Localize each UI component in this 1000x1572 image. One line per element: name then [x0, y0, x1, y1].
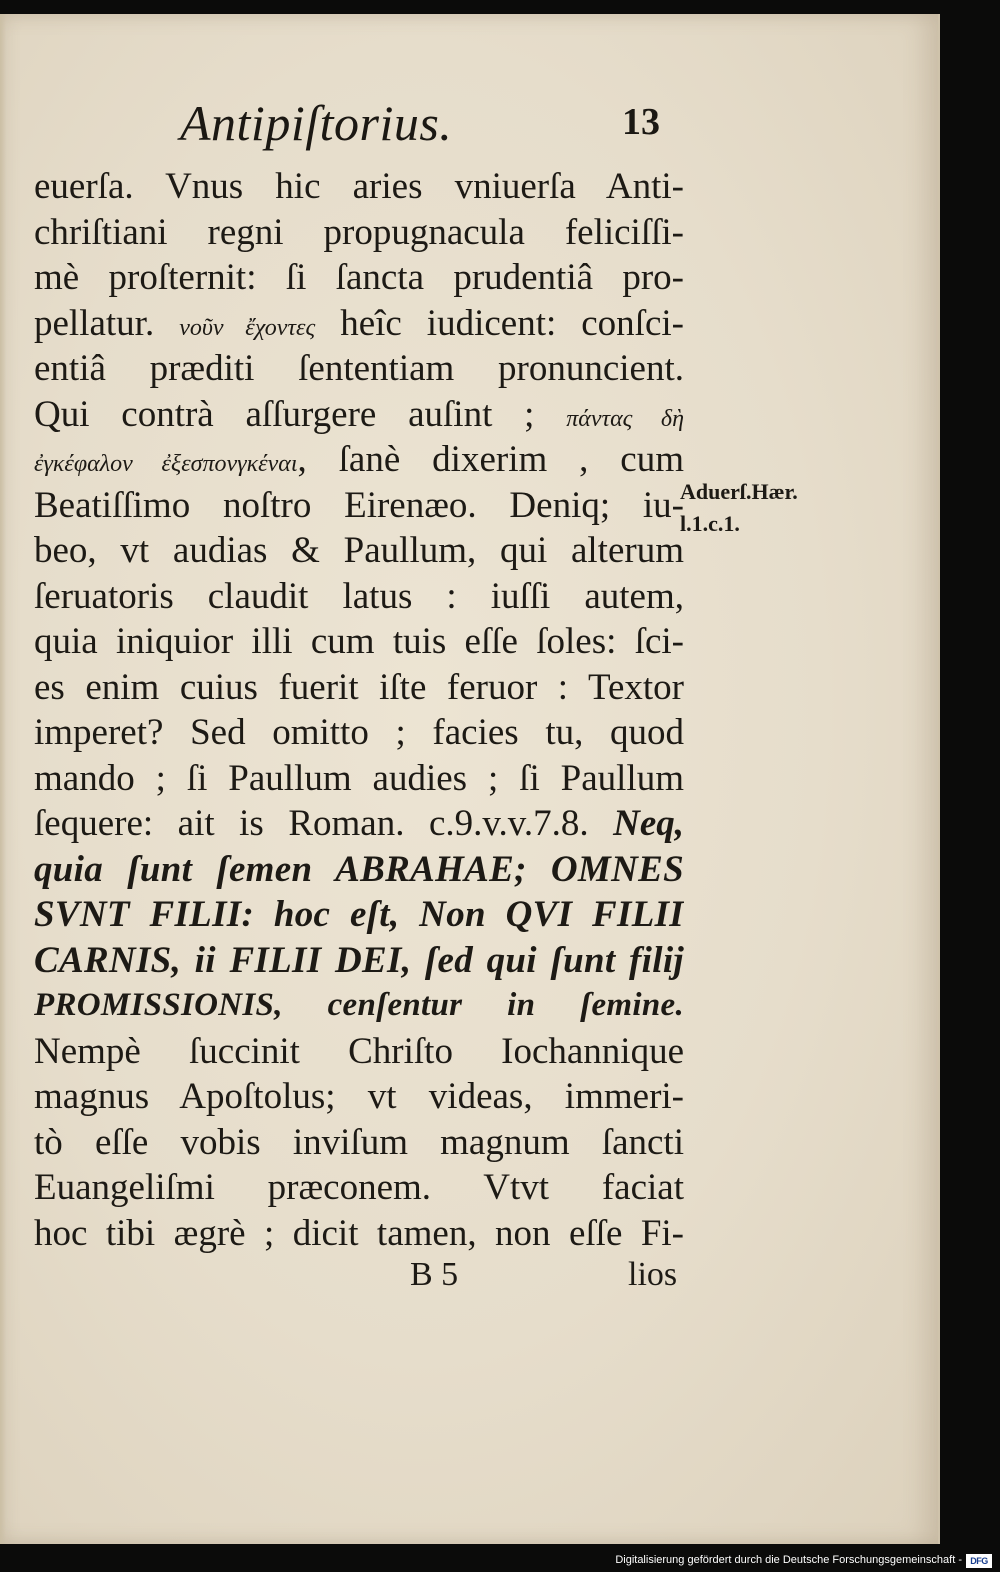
- catchword: lios: [628, 1256, 678, 1293]
- text-line: euerſa. Vnus hic aries vniuerſa Anti-: [34, 166, 684, 207]
- text-line-italic: quia ſunt ſemen ABRAHAE; OMNES: [34, 848, 684, 890]
- marginal-note-line: Aduerſ.Hær.: [680, 479, 798, 504]
- text-line: beo, vt audias & Paullum, qui alterum: [34, 530, 684, 571]
- body-text: [34, 164, 684, 1256]
- page-header: [180, 94, 670, 158]
- text-line: pellatur. νοῦν ἔχοντες heîc iudicent: conſci-: [34, 302, 684, 344]
- text-line: Beatiſſimo noſtro Eirenæo. Deniq; iu-: [34, 484, 684, 526]
- text-line: ἐγκέφαλον ἐξεσπονγκέναι, ſanè dixerim , cum: [34, 439, 684, 480]
- text-line: ſequere: ait is Roman. c.9.v.v.7.8. Neq,: [34, 803, 684, 844]
- greek-phrase: πάντας δὴ: [566, 405, 684, 432]
- text-line: chriſtiani regni propugnacula feliciſſi-: [34, 211, 684, 253]
- greek-phrase: ἐγκέφαλον ἐξεσπονγκέναι: [34, 451, 298, 477]
- text-line: magnus Apoſtolus; vt videas, immeri-: [34, 1076, 684, 1117]
- text-line-italic: SVNT FILII: hoc eſt, Non QVI FILII: [34, 894, 684, 935]
- text-line: ſeruatoris claudit latus : iuſſi autem,: [34, 575, 684, 617]
- marginal-note-line: l.1.c.1.: [680, 511, 740, 536]
- text-line: Euangeliſmi præconem. Vtvt faciat: [34, 1167, 684, 1208]
- text-line-italic: PROMISSIONIS, cenſentur in ſemine.: [34, 987, 684, 1023]
- text-line: es enim cuius fuerit iſte feruor : Textor: [34, 666, 684, 708]
- page-footer: [400, 1256, 700, 1302]
- page-number: 13: [622, 101, 660, 143]
- marginal-note: [680, 476, 850, 540]
- text-line: mè proſternit: ſi ſancta prudentiâ pro-: [34, 257, 684, 298]
- text-line: entiâ præditi ſententiam pronuncient.: [34, 348, 684, 389]
- text-line: quia iniquior illi cum tuis eſſe ſoles: ſci-: [34, 621, 684, 662]
- text-line: hoc tibi ægrè ; dicit tamen, non eſſe Fi-: [34, 1212, 684, 1254]
- dfg-logo: DFG: [966, 1554, 992, 1568]
- text-line-italic: CARNIS, ii FILII DEI, ſed qui ſunt filij: [34, 939, 684, 981]
- running-title: Antipiſtorius.: [180, 95, 453, 151]
- greek-phrase: νοῦν ἔχοντες: [179, 314, 316, 341]
- italic-word: Neq,: [613, 803, 684, 844]
- text-line: imperet? Sed omitto ; facies tu, quod: [34, 712, 684, 753]
- text-line: Qui contrà aſſurgere auſint ; πάντας δὴ: [34, 393, 684, 435]
- text-line: mando ; ſi Paullum audies ; ſi Paullum: [34, 757, 684, 799]
- text-line: tò eſſe vobis inviſum magnum ſancti: [34, 1121, 684, 1163]
- signature-mark: B 5: [410, 1256, 459, 1293]
- book-page: [0, 14, 940, 1544]
- digitization-credit: Digitalisierung gefördert durch die Deutsche Forschungsgemeinschaft -: [615, 1554, 962, 1566]
- text-line: Nempè ſuccinit Chriſto Iochannique: [34, 1030, 684, 1072]
